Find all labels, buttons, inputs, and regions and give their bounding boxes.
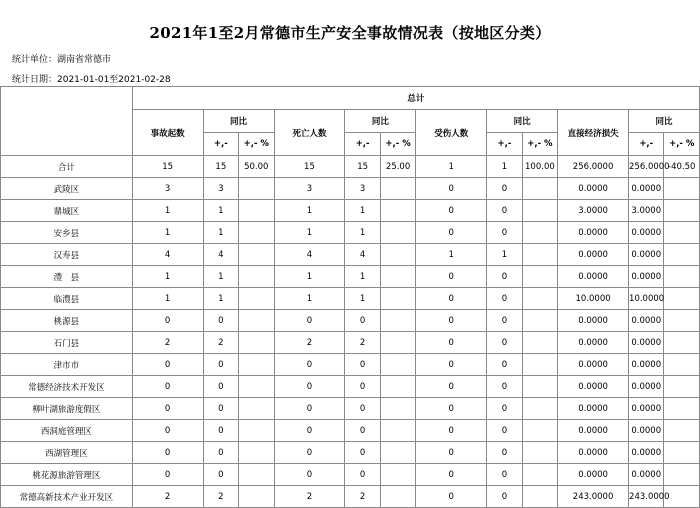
table-row — [1, 398, 700, 420]
cell-region-name: 西湖管理区 — [1, 442, 133, 464]
cell-loss: 0.0000 — [558, 398, 629, 420]
cell-injuries-pct — [522, 266, 557, 288]
header-injuries: 受伤人数 — [416, 110, 487, 156]
cell-injuries-pct: 100.00 — [522, 156, 557, 178]
cell-accidents: 1 — [132, 222, 203, 244]
cell-accidents: 15 — [132, 156, 203, 178]
cell-accidents-pct — [239, 222, 274, 244]
cell-deaths: 0 — [274, 354, 345, 376]
cell-loss-change: 3.0000 — [629, 200, 664, 222]
cell-injuries-change: 0 — [487, 464, 522, 486]
cell-loss-change: 0.0000 — [629, 222, 664, 244]
cell-accidents-pct — [239, 442, 274, 464]
table-row — [1, 244, 700, 266]
cell-accidents: 2 — [132, 486, 203, 508]
cell-injuries-pct — [522, 486, 557, 508]
header-deaths: 死亡人数 — [274, 110, 345, 156]
cell-injuries-pct — [522, 354, 557, 376]
cell-injuries-change: 0 — [487, 310, 522, 332]
cell-deaths-change: 2 — [345, 486, 380, 508]
cell-region-name: 安乡县 — [1, 222, 133, 244]
cell-loss-pct — [664, 398, 700, 420]
cell-loss-change: 0.0000 — [629, 266, 664, 288]
cell-accidents: 0 — [132, 398, 203, 420]
cell-accidents-pct — [239, 398, 274, 420]
cell-accidents-change: 1 — [203, 200, 238, 222]
cell-loss: 0.0000 — [558, 244, 629, 266]
cell-injuries-change: 0 — [487, 420, 522, 442]
table-row — [1, 266, 700, 288]
cell-region-name: 西洞庭管理区 — [1, 420, 133, 442]
cell-accidents-change: 0 — [203, 398, 238, 420]
cell-accidents-pct — [239, 288, 274, 310]
cell-deaths-pct — [380, 354, 415, 376]
cell-deaths-pct — [380, 398, 415, 420]
cell-injuries-pct — [522, 442, 557, 464]
cell-injuries-change: 0 — [487, 354, 522, 376]
cell-accidents-pct — [239, 332, 274, 354]
cell-deaths-pct — [380, 310, 415, 332]
cell-accidents: 1 — [132, 266, 203, 288]
cell-loss-change: 10.0000 — [629, 288, 664, 310]
cell-loss: 243.0000 — [558, 486, 629, 508]
cell-injuries-change: 0 — [487, 332, 522, 354]
cell-injuries: 1 — [416, 156, 487, 178]
cell-deaths-change: 0 — [345, 442, 380, 464]
cell-injuries: 0 — [416, 354, 487, 376]
cell-deaths: 0 — [274, 398, 345, 420]
cell-injuries-pct — [522, 222, 557, 244]
cell-loss-pct — [664, 288, 700, 310]
cell-injuries-change: 0 — [487, 222, 522, 244]
cell-accidents-pct — [239, 354, 274, 376]
cell-deaths-pct — [380, 332, 415, 354]
cell-deaths-change: 3 — [345, 178, 380, 200]
cell-loss-pct — [664, 310, 700, 332]
statistics-date: 统计日期：2021-01-01至2021-02-28 — [12, 75, 171, 85]
cell-accidents-change: 0 — [203, 464, 238, 486]
cell-injuries: 0 — [416, 222, 487, 244]
cell-region-name: 澧 县 — [1, 266, 133, 288]
cell-accidents-change: 0 — [203, 442, 238, 464]
cell-injuries: 0 — [416, 332, 487, 354]
header-loss: 直接经济损失 — [558, 110, 629, 156]
table-row — [1, 486, 700, 508]
header-loss-pct: +,- % — [664, 133, 700, 156]
cell-deaths: 0 — [274, 464, 345, 486]
cell-injuries-pct — [522, 178, 557, 200]
cell-region-name: 武陵区 — [1, 178, 133, 200]
cell-injuries-pct — [522, 464, 557, 486]
cell-loss: 256.0000 — [558, 156, 629, 178]
cell-loss-change: 256.0000 — [629, 156, 664, 178]
cell-loss: 0.0000 — [558, 354, 629, 376]
cell-accidents-pct — [239, 310, 274, 332]
header-injuries-change: +,- — [487, 133, 522, 156]
header-row-total — [1, 87, 700, 110]
cell-loss-change: 0.0000 — [629, 244, 664, 266]
cell-loss-pct — [664, 178, 700, 200]
header-accidents-pct: +,- % — [239, 133, 274, 156]
cell-loss: 0.0000 — [558, 376, 629, 398]
cell-injuries-pct — [522, 310, 557, 332]
cell-injuries-change: 1 — [487, 244, 522, 266]
header-deaths-change: +,- — [345, 133, 380, 156]
cell-deaths-pct — [380, 244, 415, 266]
statistics-unit: 统计单位：湖南省常德市 — [12, 55, 112, 65]
cell-deaths: 0 — [274, 310, 345, 332]
cell-loss-pct — [664, 200, 700, 222]
cell-deaths-pct — [380, 222, 415, 244]
cell-accidents-change: 4 — [203, 244, 238, 266]
cell-deaths: 2 — [274, 486, 345, 508]
cell-region-name: 桃花源旅游管理区 — [1, 464, 133, 486]
cell-accidents: 0 — [132, 420, 203, 442]
cell-region-name: 常德经济技术开发区 — [1, 376, 133, 398]
cell-loss: 0.0000 — [558, 266, 629, 288]
accident-table — [0, 86, 700, 508]
cell-accidents: 4 — [132, 244, 203, 266]
table-row — [1, 442, 700, 464]
cell-accidents-pct — [239, 486, 274, 508]
cell-injuries: 0 — [416, 442, 487, 464]
cell-accidents: 0 — [132, 354, 203, 376]
cell-loss-pct — [664, 266, 700, 288]
table-row — [1, 178, 700, 200]
cell-accidents-pct — [239, 244, 274, 266]
cell-deaths: 15 — [274, 156, 345, 178]
cell-injuries-change: 0 — [487, 178, 522, 200]
cell-deaths-change: 15 — [345, 156, 380, 178]
cell-loss-change: 0.0000 — [629, 442, 664, 464]
cell-loss-pct — [664, 222, 700, 244]
cell-accidents-change: 1 — [203, 222, 238, 244]
cell-injuries-change: 0 — [487, 266, 522, 288]
cell-injuries-pct — [522, 420, 557, 442]
cell-deaths-pct — [380, 200, 415, 222]
cell-deaths-change: 2 — [345, 332, 380, 354]
cell-injuries: 0 — [416, 420, 487, 442]
cell-accidents-change: 15 — [203, 156, 238, 178]
table-row — [1, 288, 700, 310]
table-row — [1, 310, 700, 332]
cell-injuries-change: 1 — [487, 156, 522, 178]
header-deaths-yoy: 同比 — [345, 110, 416, 133]
cell-accidents-change: 0 — [203, 354, 238, 376]
cell-injuries: 0 — [416, 464, 487, 486]
cell-accidents: 0 — [132, 310, 203, 332]
cell-injuries: 0 — [416, 178, 487, 200]
cell-accidents: 2 — [132, 332, 203, 354]
cell-loss-pct — [664, 332, 700, 354]
cell-deaths-pct — [380, 266, 415, 288]
table-row — [1, 420, 700, 442]
cell-deaths: 0 — [274, 376, 345, 398]
cell-accidents: 1 — [132, 200, 203, 222]
cell-region-name: 汉寿县 — [1, 244, 133, 266]
table-row-total — [1, 156, 700, 178]
cell-region-name: 桃源县 — [1, 310, 133, 332]
cell-deaths: 3 — [274, 178, 345, 200]
cell-injuries-pct — [522, 398, 557, 420]
header-accidents: 事故起数 — [132, 110, 203, 156]
header-loss-change: +,- — [629, 133, 664, 156]
cell-loss-change: 0.0000 — [629, 398, 664, 420]
cell-loss: 0.0000 — [558, 442, 629, 464]
cell-loss: 0.0000 — [558, 464, 629, 486]
cell-loss: 3.0000 — [558, 200, 629, 222]
cell-accidents-pct: 50.00 — [239, 156, 274, 178]
table-row — [1, 464, 700, 486]
cell-accidents-pct — [239, 178, 274, 200]
cell-loss-pct — [664, 354, 700, 376]
cell-region-name: 柳叶湖旅游度假区 — [1, 398, 133, 420]
cell-injuries-pct — [522, 200, 557, 222]
cell-accidents-pct — [239, 464, 274, 486]
cell-loss-pct — [664, 244, 700, 266]
cell-accidents-change: 0 — [203, 310, 238, 332]
cell-injuries: 0 — [416, 376, 487, 398]
table-row — [1, 200, 700, 222]
cell-loss-change: 0.0000 — [629, 178, 664, 200]
header-injuries-pct: +,- % — [522, 133, 557, 156]
cell-loss: 0.0000 — [558, 420, 629, 442]
cell-deaths-pct: 25.00 — [380, 156, 415, 178]
cell-injuries-change: 0 — [487, 442, 522, 464]
cell-loss-pct — [664, 376, 700, 398]
cell-region-name: 石门县 — [1, 332, 133, 354]
cell-deaths-pct — [380, 464, 415, 486]
cell-deaths-change: 0 — [345, 464, 380, 486]
cell-deaths-pct — [380, 420, 415, 442]
cell-accidents-change: 1 — [203, 288, 238, 310]
cell-accidents-pct — [239, 420, 274, 442]
cell-deaths-pct — [380, 376, 415, 398]
cell-deaths-change: 0 — [345, 398, 380, 420]
cell-accidents-pct — [239, 376, 274, 398]
cell-loss-pct — [664, 464, 700, 486]
header-accidents-yoy: 同比 — [203, 110, 274, 133]
cell-accidents: 3 — [132, 178, 203, 200]
cell-region-name: 常德高新技术产业开发区 — [1, 486, 133, 508]
cell-deaths: 1 — [274, 200, 345, 222]
cell-loss: 0.0000 — [558, 332, 629, 354]
table-row — [1, 376, 700, 398]
cell-loss-change: 0.0000 — [629, 420, 664, 442]
cell-region-name: 合计 — [1, 156, 133, 178]
cell-loss-change: 0.0000 — [629, 376, 664, 398]
cell-deaths-change: 1 — [345, 266, 380, 288]
cell-loss-pct: -40.50 — [664, 156, 700, 178]
cell-deaths-change: 0 — [345, 420, 380, 442]
cell-deaths: 0 — [274, 442, 345, 464]
cell-region-name: 津市市 — [1, 354, 133, 376]
cell-injuries-pct — [522, 332, 557, 354]
cell-injuries-change: 0 — [487, 398, 522, 420]
cell-loss-pct — [664, 420, 700, 442]
cell-injuries: 0 — [416, 266, 487, 288]
cell-deaths-change: 1 — [345, 200, 380, 222]
cell-deaths-pct — [380, 178, 415, 200]
cell-accidents-change: 0 — [203, 376, 238, 398]
cell-injuries-pct — [522, 244, 557, 266]
cell-injuries-change: 0 — [487, 288, 522, 310]
cell-loss: 0.0000 — [558, 310, 629, 332]
cell-loss-change: 0.0000 — [629, 464, 664, 486]
cell-accidents-change: 2 — [203, 486, 238, 508]
cell-loss-change: 0.0000 — [629, 332, 664, 354]
cell-deaths: 1 — [274, 266, 345, 288]
cell-injuries-change: 0 — [487, 200, 522, 222]
cell-accidents: 1 — [132, 288, 203, 310]
cell-deaths-change: 0 — [345, 354, 380, 376]
header-accidents-change: +,- — [203, 133, 238, 156]
cell-injuries-change: 0 — [487, 376, 522, 398]
cell-accidents: 0 — [132, 376, 203, 398]
header-deaths-pct: +,- % — [380, 133, 415, 156]
cell-injuries-pct — [522, 288, 557, 310]
cell-deaths: 1 — [274, 222, 345, 244]
cell-loss-change: 0.0000 — [629, 354, 664, 376]
cell-loss-pct — [664, 442, 700, 464]
cell-region-name: 临澧县 — [1, 288, 133, 310]
cell-injuries: 0 — [416, 486, 487, 508]
cell-accidents: 0 — [132, 464, 203, 486]
cell-accidents-change: 0 — [203, 420, 238, 442]
cell-deaths: 0 — [274, 420, 345, 442]
cell-injuries-change: 0 — [487, 486, 522, 508]
report-title: 2021年1至2月常德市生产安全事故情况表（按地区分类） — [149, 24, 551, 42]
cell-accidents-change: 1 — [203, 266, 238, 288]
header-loss-yoy: 同比 — [629, 110, 700, 133]
table-row — [1, 332, 700, 354]
cell-injuries: 1 — [416, 244, 487, 266]
cell-loss: 0.0000 — [558, 222, 629, 244]
cell-injuries: 0 — [416, 398, 487, 420]
cell-deaths: 4 — [274, 244, 345, 266]
cell-deaths-pct — [380, 486, 415, 508]
cell-deaths-change: 0 — [345, 376, 380, 398]
cell-deaths-pct — [380, 288, 415, 310]
cell-injuries: 0 — [416, 200, 487, 222]
header-region-blank — [1, 87, 133, 156]
cell-accidents-pct — [239, 200, 274, 222]
cell-loss: 0.0000 — [558, 178, 629, 200]
cell-accidents-change: 2 — [203, 332, 238, 354]
cell-deaths-change: 0 — [345, 310, 380, 332]
cell-loss: 10.0000 — [558, 288, 629, 310]
cell-deaths: 2 — [274, 332, 345, 354]
table-row — [1, 222, 700, 244]
cell-deaths-change: 4 — [345, 244, 380, 266]
cell-deaths-change: 1 — [345, 222, 380, 244]
cell-injuries: 0 — [416, 288, 487, 310]
cell-accidents-pct — [239, 266, 274, 288]
header-total: 总计 — [132, 87, 699, 110]
cell-injuries-pct — [522, 376, 557, 398]
table-row — [1, 354, 700, 376]
header-injuries-yoy: 同比 — [487, 110, 558, 133]
cell-loss-change: 0.0000 — [629, 310, 664, 332]
cell-deaths-pct — [380, 442, 415, 464]
cell-accidents: 0 — [132, 442, 203, 464]
cell-deaths: 1 — [274, 288, 345, 310]
cell-injuries: 0 — [416, 310, 487, 332]
cell-accidents-change: 3 — [203, 178, 238, 200]
cell-loss-change: 243.0000 — [629, 486, 664, 508]
cell-deaths-change: 1 — [345, 288, 380, 310]
cell-region-name: 鼎城区 — [1, 200, 133, 222]
